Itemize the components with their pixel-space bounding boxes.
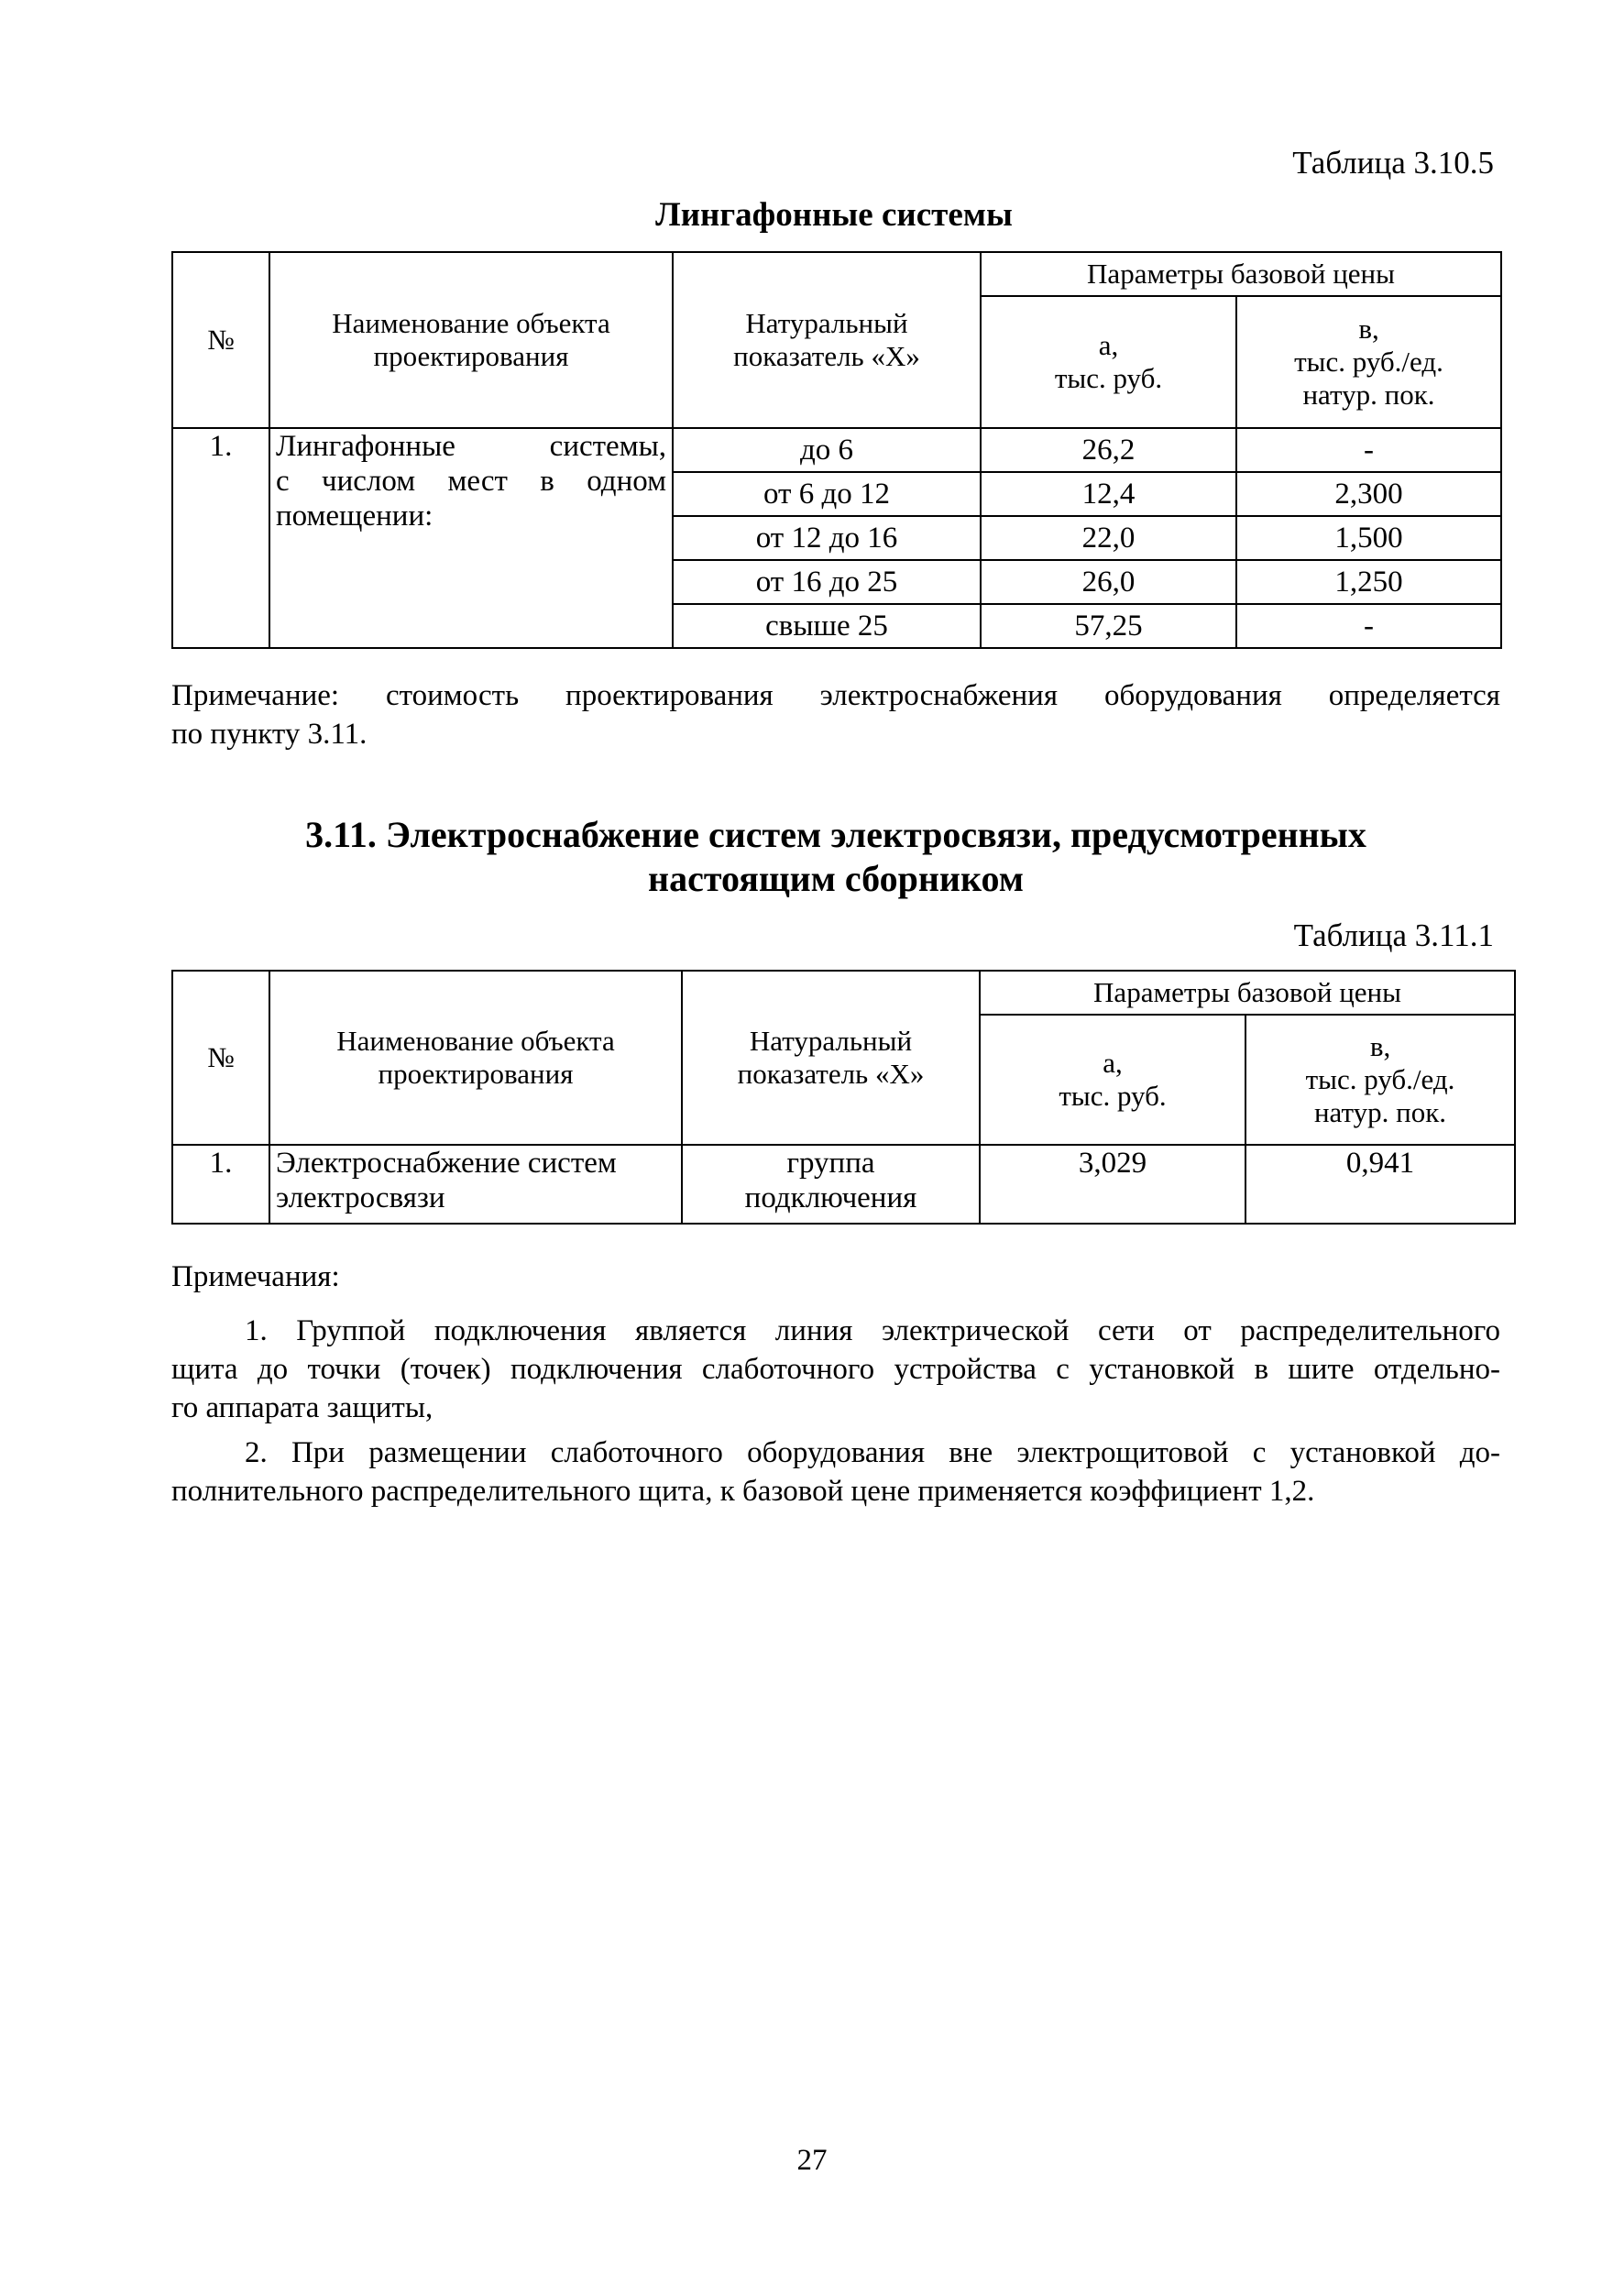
table1-note-line1: Примечание: стоимость проектирования электроснабжения оборудования определяется <box>171 679 1500 712</box>
header-b-line2: тыс. руб./ед. <box>1294 346 1443 378</box>
header-indicator-line2: показатель «Х» <box>733 340 920 372</box>
row-name-line3: помещении: <box>276 500 433 533</box>
cell-a: 57,25 <box>981 604 1236 648</box>
section-heading <box>171 813 1500 901</box>
cell-a: 26,0 <box>981 560 1236 604</box>
header-b <box>1245 1015 1515 1145</box>
row-num: 1. <box>172 428 269 648</box>
cell-x: до 6 <box>673 428 981 472</box>
cell-x: свыше 25 <box>673 604 981 648</box>
header-b <box>1236 296 1501 428</box>
note-item-1-line3: го аппарата защиты, <box>171 1391 433 1424</box>
row-name-line2: электросвязи <box>276 1181 445 1214</box>
header-a <box>980 1015 1245 1145</box>
cell-a: 12,4 <box>981 472 1236 516</box>
cell-b: 1,500 <box>1236 516 1501 560</box>
note-item-1-line2: щита до точки (точек) подключения слаботочного устройства с установкой в шите отдельно- <box>171 1353 1500 1386</box>
cell-b: 0,941 <box>1245 1145 1515 1224</box>
row-name <box>269 1145 682 1224</box>
row-name-line1: Электроснабжение систем <box>276 1147 617 1180</box>
note-item-1 <box>171 1312 1500 1427</box>
note-item-2 <box>171 1434 1500 1511</box>
row-name <box>269 428 673 648</box>
cell-x: от 16 до 25 <box>673 560 981 604</box>
table1-note-line2: по пункту 3.11. <box>171 718 368 751</box>
cell-b: 2,300 <box>1236 472 1501 516</box>
header-num: № <box>172 971 269 1145</box>
row-num: 1. <box>172 1145 269 1224</box>
table-title: Лингафонные системы <box>655 196 1013 234</box>
header-b-line3: натур. пок. <box>1313 1096 1447 1128</box>
header-a <box>981 296 1236 428</box>
notes-heading: Примечания: <box>171 1260 340 1293</box>
header-name-line2: проектирования <box>378 1058 574 1090</box>
table-power-supply <box>171 970 1516 1225</box>
header-num: № <box>172 252 269 428</box>
cell-x: от 12 до 16 <box>673 516 981 560</box>
cell-x <box>682 1145 980 1224</box>
header-a-line2: тыс. руб. <box>1054 362 1163 394</box>
cell-a: 22,0 <box>981 516 1236 560</box>
page-number: 27 <box>796 2144 828 2177</box>
header-a-line2: тыс. руб. <box>1059 1080 1167 1112</box>
section-heading-line1: 3.11. Электроснабжение систем электросвязи, предусмотренных <box>305 814 1366 855</box>
cell-b: - <box>1236 428 1501 472</box>
header-b-line3: натур. пок. <box>1302 379 1435 411</box>
table1-note <box>171 676 1500 753</box>
cell-x-line2: подключения <box>744 1181 917 1214</box>
header-name-line1: Наименование объекта <box>336 1025 615 1057</box>
table-row <box>172 428 1501 472</box>
cell-x: от 6 до 12 <box>673 472 981 516</box>
table-lingaphone <box>171 251 1502 649</box>
cell-a: 3,029 <box>980 1145 1245 1224</box>
header-b-line2: тыс. руб./ед. <box>1305 1063 1455 1095</box>
header-params: Параметры базовой цены <box>980 971 1515 1015</box>
header-indicator-line1: Натуральный <box>749 1025 913 1057</box>
header-indicator <box>673 252 981 428</box>
row-name-line1: Лингафонные системы, <box>276 430 666 463</box>
note-item-1-line1: 1. Группой подключения является линия электрической сети от распределительного <box>245 1314 1500 1347</box>
header-indicator-line1: Натуральный <box>745 307 908 339</box>
cell-b: 1,250 <box>1236 560 1501 604</box>
cell-x-line1: группа <box>786 1147 875 1180</box>
header-params: Параметры базовой цены <box>981 252 1501 296</box>
section-heading-line2: настоящим сборником <box>648 858 1024 899</box>
row-name-line2: с числом мест в одном <box>276 465 666 498</box>
header-b-line1: в, <box>1369 1030 1391 1062</box>
header-b-line1: в, <box>1358 313 1379 345</box>
header-a-line1: а, <box>1103 1047 1123 1079</box>
header-indicator <box>682 971 980 1145</box>
note-item-2-line2: полнительного распределительного щита, к базовой цене применяется коэффициент 1,2. <box>171 1475 1315 1508</box>
table-ref-3-10-5: Таблица 3.10.5 <box>1292 145 1494 181</box>
cell-a: 26,2 <box>981 428 1236 472</box>
table-row <box>172 1145 1515 1224</box>
note-item-2-line1: 2. При размещении слаботочного оборудования вне электрощитовой с установкой до- <box>245 1436 1500 1469</box>
header-indicator-line2: показатель «Х» <box>737 1058 925 1090</box>
header-name <box>269 252 673 428</box>
header-name-line1: Наименование объекта <box>332 307 610 339</box>
header-name-line2: проектирования <box>373 340 569 372</box>
table-ref-3-11-1: Таблица 3.11.1 <box>1293 917 1494 953</box>
cell-b: - <box>1236 604 1501 648</box>
header-name <box>269 971 682 1145</box>
header-a-line1: а, <box>1098 329 1119 361</box>
